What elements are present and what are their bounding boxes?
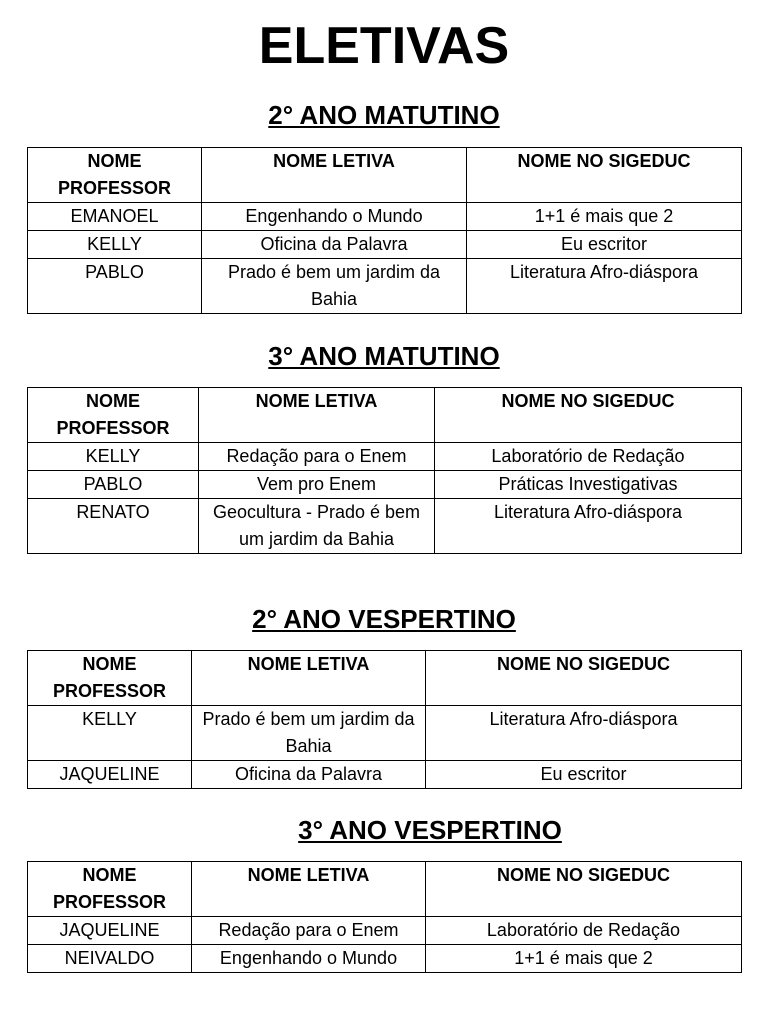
header-professor: NOME PROFESSOR (28, 862, 192, 917)
table-row (28, 945, 742, 973)
header-sigeduc: NOME NO SIGEDUC (467, 148, 742, 203)
table-row (28, 443, 742, 471)
table-row (28, 259, 742, 314)
cell-sigeduc: Laboratório de Redação (435, 443, 742, 471)
section-heading-3-vespertino: 3° ANO VESPERTINO (298, 815, 562, 845)
cell-letiva: Prado é bem um jardim da Bahia (202, 259, 467, 314)
section-heading-3-matutino: 3° ANO MATUTINO (268, 341, 500, 371)
header-letiva: NOME LETIVA (192, 651, 426, 706)
cell-letiva: Prado é bem um jardim da Bahia (192, 706, 426, 761)
header-sigeduc: NOME NO SIGEDUC (426, 862, 742, 917)
cell-sigeduc: 1+1 é mais que 2 (467, 203, 742, 231)
cell-letiva: Engenhando o Mundo (202, 203, 467, 231)
table-2-matutino (27, 147, 742, 314)
table-row (28, 231, 742, 259)
cell-letiva: Redação para o Enem (192, 917, 426, 945)
cell-letiva: Oficina da Palavra (192, 761, 426, 789)
cell-professor: KELLY (28, 443, 199, 471)
cell-sigeduc: Literatura Afro-diáspora (467, 259, 742, 314)
cell-professor: KELLY (28, 706, 192, 761)
cell-professor: JAQUELINE (28, 761, 192, 789)
cell-sigeduc: Laboratório de Redação (426, 917, 742, 945)
cell-professor: RENATO (28, 499, 199, 554)
cell-professor: PABLO (28, 259, 202, 314)
table-row (28, 706, 742, 761)
table-row (28, 761, 742, 789)
cell-sigeduc: Práticas Investigativas (435, 471, 742, 499)
cell-sigeduc: Eu escritor (426, 761, 742, 789)
cell-letiva: Engenhando o Mundo (192, 945, 426, 973)
section-heading-2-matutino: 2° ANO MATUTINO (268, 100, 500, 130)
table-3-vespertino (27, 861, 742, 973)
table-row (28, 499, 742, 554)
header-sigeduc: NOME NO SIGEDUC (426, 651, 742, 706)
cell-letiva: Vem pro Enem (199, 471, 435, 499)
table-row (28, 471, 742, 499)
cell-letiva: Geocultura - Prado é bem um jardim da Bahia (199, 499, 435, 554)
cell-letiva: Oficina da Palavra (202, 231, 467, 259)
header-professor: NOME PROFESSOR (28, 388, 199, 443)
document-title: ELETIVAS (258, 17, 510, 75)
header-professor: NOME PROFESSOR (28, 148, 202, 203)
cell-professor: PABLO (28, 471, 199, 499)
cell-sigeduc: Eu escritor (467, 231, 742, 259)
table-header-row (28, 148, 742, 203)
cell-sigeduc: Literatura Afro-diáspora (426, 706, 742, 761)
cell-professor: EMANOEL (28, 203, 202, 231)
cell-sigeduc: 1+1 é mais que 2 (426, 945, 742, 973)
cell-sigeduc: Literatura Afro-diáspora (435, 499, 742, 554)
table-row (28, 203, 742, 231)
table-2-vespertino (27, 650, 742, 789)
cell-professor: KELLY (28, 231, 202, 259)
header-letiva: NOME LETIVA (192, 862, 426, 917)
header-professor: NOME PROFESSOR (28, 651, 192, 706)
header-letiva: NOME LETIVA (202, 148, 467, 203)
cell-letiva: Redação para o Enem (199, 443, 435, 471)
table-header-row (28, 862, 742, 917)
cell-professor: NEIVALDO (28, 945, 192, 973)
table-3-matutino (27, 387, 742, 554)
table-header-row (28, 651, 742, 706)
section-heading-2-vespertino: 2° ANO VESPERTINO (252, 604, 516, 634)
header-sigeduc: NOME NO SIGEDUC (435, 388, 742, 443)
table-header-row (28, 388, 742, 443)
header-letiva: NOME LETIVA (199, 388, 435, 443)
cell-professor: JAQUELINE (28, 917, 192, 945)
table-row (28, 917, 742, 945)
